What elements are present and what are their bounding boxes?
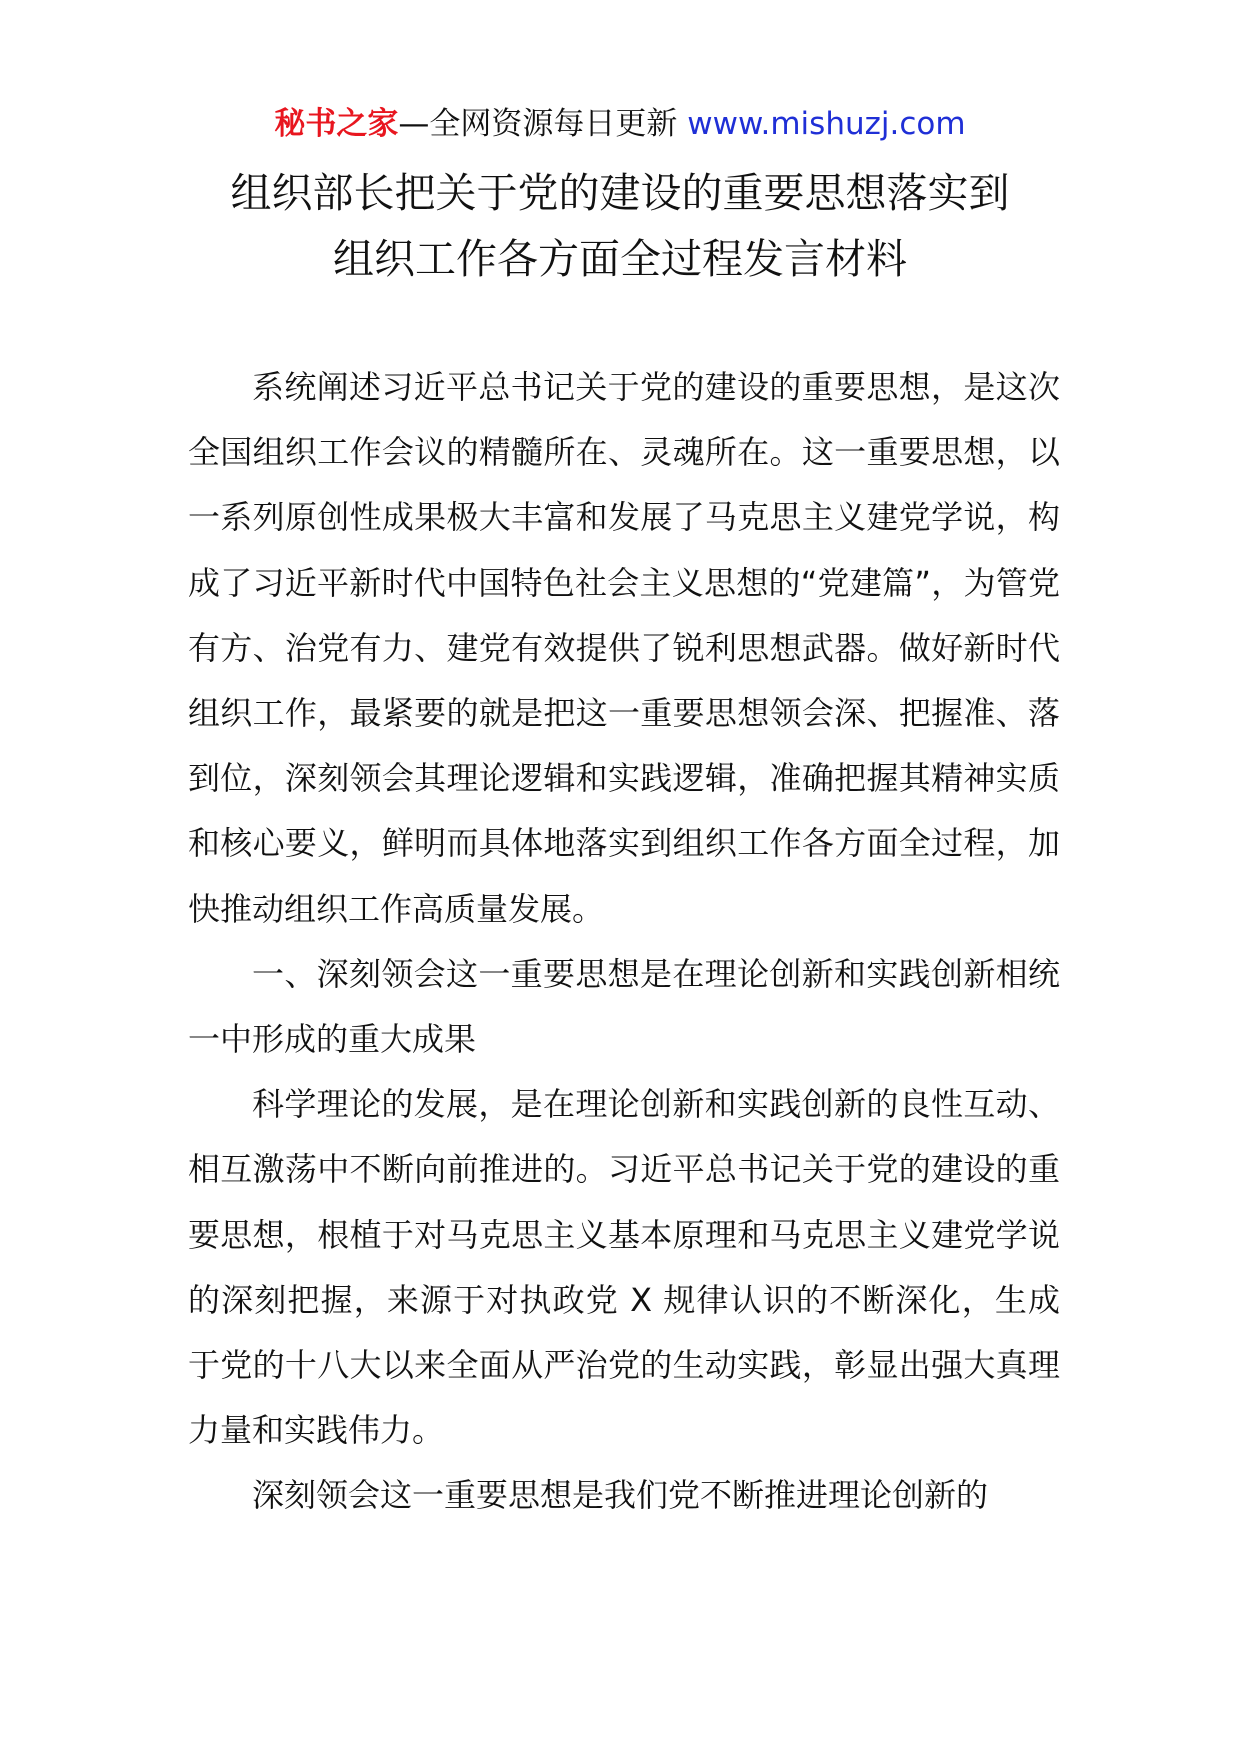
title-line-1: 组织部长把关于党的建设的重要思想落实到	[230, 169, 1010, 217]
site-name: 秘书之家	[274, 106, 399, 142]
paragraph-intro: 系统阐述习近平总书记关于党的建设的重要思想，是这次全国组织工作会议的精髓所在、灵魂所在。这一重要思想，以一系列原创性成果极大丰富和发展了马克思主义建党学说，构成了习近平新时代中国特色社会主义思想的“党建篇”，为管党有方、治党有力、建党有效提供了锐利思想武器。做好新时代组织工作，最紧要的就是把这一重要思想领会深、把握准、落到位，深刻领会其理论逻辑和实践逻辑，准确把握其精神实质和核心要义，鲜明而具体地落实到组织工作各方面全过程，加快推动组织工作高质量发展。	[188, 368, 1060, 928]
site-tagline: —全网资源每日更新	[398, 106, 688, 142]
section-heading-1: 一、深刻领会这一重要思想是在理论创新和实践创新相统一中形成的重大成果	[188, 954, 1060, 1059]
site-header	[0, 100, 1240, 148]
document-title	[0, 160, 1240, 292]
site-url-link[interactable]: www.mishuzj.com	[687, 106, 966, 142]
title-line-2: 组织工作各方面全过程发言材料	[333, 235, 907, 283]
paragraph: 深刻领会这一重要思想是我们党不断推进理论创新的	[252, 1476, 989, 1515]
document-body	[188, 355, 1060, 1529]
paragraph: 科学理论的发展，是在理论创新和实践创新的良性互动、相互激荡中不断向前推进的。习近平总书记关于党的建设的重要思想，根植于对马克思主义基本原理和马克思主义建党学说的深刻把握，来源于对执政党 X 规律认识的不断深化，生成于党的十八大以来全面从严治党的生动实践，彰显出强大真理力量和实践伟力。	[188, 1085, 1060, 1450]
